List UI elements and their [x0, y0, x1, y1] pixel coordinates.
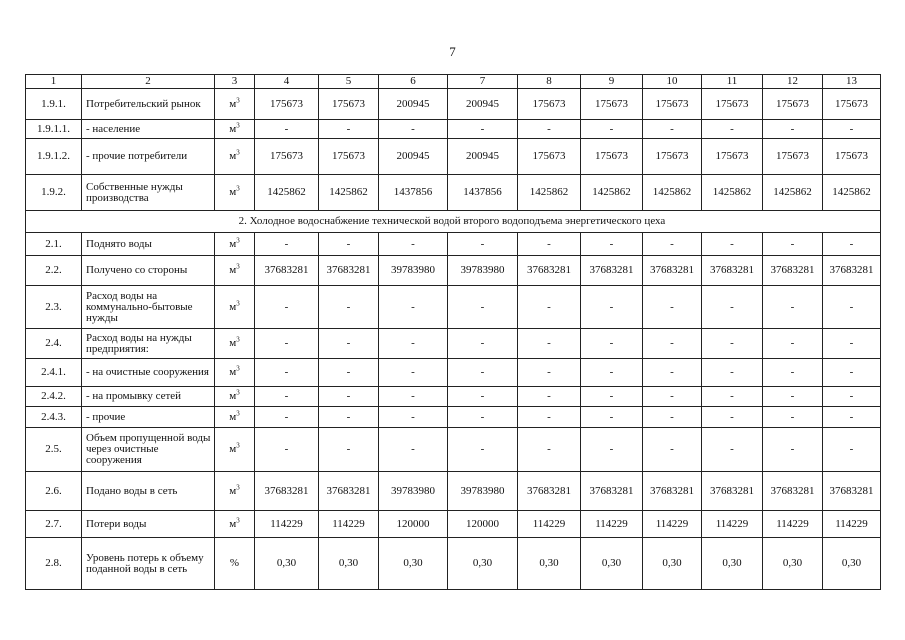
row-code: 1.9.1.2. — [26, 139, 82, 175]
row-unit: $м^3$ — [215, 329, 255, 359]
value-cell: - — [581, 286, 643, 329]
value-cell: 39783980 — [379, 256, 448, 286]
value-cell: 175673 — [518, 139, 581, 175]
value-cell: 1437856 — [448, 175, 518, 211]
row-name: Потери воды — [82, 511, 215, 538]
value-cell: 37683281 — [702, 472, 763, 511]
value-cell: - — [518, 329, 581, 359]
row-name: Уровень потерь к объему поданной воды в сеть — [82, 538, 215, 590]
row-name: Расход воды на коммунально-бытовые нужды — [82, 286, 215, 329]
header-cell: 6 — [379, 75, 448, 89]
value-cell: - — [763, 359, 823, 387]
value-cell: 175673 — [255, 89, 319, 120]
value-cell: - — [448, 387, 518, 407]
value-cell: 0,30 — [643, 538, 702, 590]
value-cell: - — [379, 407, 448, 428]
table-row — [26, 120, 881, 139]
header-cell: 12 — [763, 75, 823, 89]
value-cell: 114229 — [255, 511, 319, 538]
value-cell: - — [702, 286, 763, 329]
value-cell: - — [379, 120, 448, 139]
row-code: 2.1. — [26, 233, 82, 256]
row-unit: $м^3$ — [215, 428, 255, 472]
value-cell: - — [702, 359, 763, 387]
value-cell: - — [448, 407, 518, 428]
value-cell: 1425862 — [255, 175, 319, 211]
row-name: Объем пропущенной воды через очистные сооружения — [82, 428, 215, 472]
row-code: 1.9.1.1. — [26, 120, 82, 139]
value-cell: - — [255, 387, 319, 407]
value-cell: - — [823, 286, 881, 329]
table-row — [26, 538, 881, 590]
value-cell: - — [763, 233, 823, 256]
header-cell: 13 — [823, 75, 881, 89]
table-row — [26, 233, 881, 256]
value-cell: 175673 — [319, 139, 379, 175]
value-cell: 1425862 — [702, 175, 763, 211]
value-cell: - — [702, 329, 763, 359]
value-cell: - — [255, 359, 319, 387]
value-cell: 39783980 — [379, 472, 448, 511]
row-code: 2.4.2. — [26, 387, 82, 407]
value-cell: - — [643, 387, 702, 407]
row-unit: $м^3$ — [215, 120, 255, 139]
table-row — [26, 175, 881, 211]
value-cell: - — [581, 233, 643, 256]
table-row — [26, 511, 881, 538]
row-name: - прочие потребители — [82, 139, 215, 175]
row-unit: $м^3$ — [215, 89, 255, 120]
value-cell: - — [255, 286, 319, 329]
value-cell: - — [643, 428, 702, 472]
value-cell: - — [518, 359, 581, 387]
value-cell: - — [702, 233, 763, 256]
row-unit: $м^3$ — [215, 387, 255, 407]
value-cell: - — [379, 428, 448, 472]
value-cell: - — [448, 329, 518, 359]
value-cell: - — [379, 286, 448, 329]
value-cell: 175673 — [643, 139, 702, 175]
row-code: 2.7. — [26, 511, 82, 538]
table-body — [26, 75, 881, 590]
row-unit: $м^3$ — [215, 407, 255, 428]
header-cell: 9 — [581, 75, 643, 89]
section-row — [26, 211, 881, 233]
value-cell: 175673 — [823, 89, 881, 120]
value-cell: 0,30 — [319, 538, 379, 590]
value-cell: - — [518, 387, 581, 407]
table-row — [26, 329, 881, 359]
value-cell: 114229 — [319, 511, 379, 538]
value-cell: - — [379, 233, 448, 256]
value-cell: - — [319, 359, 379, 387]
header-cell: 4 — [255, 75, 319, 89]
header-cell: 5 — [319, 75, 379, 89]
value-cell: - — [581, 407, 643, 428]
value-cell: 37683281 — [823, 256, 881, 286]
header-cell: 1 — [26, 75, 82, 89]
row-unit: $м^3$ — [215, 472, 255, 511]
row-code: 2.5. — [26, 428, 82, 472]
row-name: Получено со стороны — [82, 256, 215, 286]
value-cell: 37683281 — [255, 472, 319, 511]
row-code: 2.4. — [26, 329, 82, 359]
value-cell: 175673 — [255, 139, 319, 175]
row-unit: $м^3$ — [215, 511, 255, 538]
header-row — [26, 75, 881, 89]
value-cell: 0,30 — [448, 538, 518, 590]
value-cell: - — [702, 120, 763, 139]
value-cell: - — [643, 233, 702, 256]
header-cell: 11 — [702, 75, 763, 89]
value-cell: 175673 — [319, 89, 379, 120]
value-cell: 37683281 — [581, 256, 643, 286]
row-name: Собственные нужды производства — [82, 175, 215, 211]
value-cell: 0,30 — [581, 538, 643, 590]
row-code: 2.3. — [26, 286, 82, 329]
value-cell: 120000 — [379, 511, 448, 538]
value-cell: 39783980 — [448, 256, 518, 286]
value-cell: 120000 — [448, 511, 518, 538]
value-cell: - — [319, 407, 379, 428]
value-cell: 114229 — [823, 511, 881, 538]
value-cell: 1437856 — [379, 175, 448, 211]
value-cell: - — [581, 428, 643, 472]
row-name: Подано воды в сеть — [82, 472, 215, 511]
value-cell: 175673 — [702, 139, 763, 175]
row-name: - прочие — [82, 407, 215, 428]
value-cell: 0,30 — [379, 538, 448, 590]
value-cell: - — [319, 120, 379, 139]
value-cell: 175673 — [763, 89, 823, 120]
value-cell: - — [702, 407, 763, 428]
row-unit: $м^3$ — [215, 175, 255, 211]
value-cell: 114229 — [518, 511, 581, 538]
value-cell: - — [518, 120, 581, 139]
value-cell: 0,30 — [702, 538, 763, 590]
value-cell: 175673 — [581, 89, 643, 120]
value-cell: 175673 — [643, 89, 702, 120]
table-row — [26, 139, 881, 175]
value-cell: 200945 — [448, 139, 518, 175]
row-unit: $м^3$ — [215, 286, 255, 329]
value-cell: - — [319, 233, 379, 256]
value-cell: 37683281 — [643, 472, 702, 511]
value-cell: 37683281 — [763, 472, 823, 511]
row-name: - население — [82, 120, 215, 139]
table-row — [26, 387, 881, 407]
page-number: 7 — [449, 44, 456, 59]
row-name: Поднято воды — [82, 233, 215, 256]
header-cell: 3 — [215, 75, 255, 89]
row-name: - на очистные сооружения — [82, 359, 215, 387]
row-name: Расход воды на нужды предприятия: — [82, 329, 215, 359]
row-unit: $м^3$ — [215, 256, 255, 286]
value-cell: 1425862 — [763, 175, 823, 211]
value-cell: - — [379, 329, 448, 359]
value-cell: 114229 — [643, 511, 702, 538]
value-cell: 200945 — [448, 89, 518, 120]
section-title: 2. Холодное водоснабжение технической водой второго водоподъема энергетического цеха — [26, 211, 881, 233]
value-cell: 175673 — [823, 139, 881, 175]
value-cell: - — [255, 329, 319, 359]
value-cell: - — [518, 233, 581, 256]
value-cell: - — [643, 329, 702, 359]
value-cell: - — [823, 233, 881, 256]
value-cell: 37683281 — [319, 256, 379, 286]
row-code: 2.6. — [26, 472, 82, 511]
value-cell: 37683281 — [319, 472, 379, 511]
value-cell: 200945 — [379, 89, 448, 120]
row-code: 2.4.3. — [26, 407, 82, 428]
row-name: Потребительский рынок — [82, 89, 215, 120]
value-cell: 37683281 — [581, 472, 643, 511]
row-code: 2.4.1. — [26, 359, 82, 387]
value-cell: - — [255, 407, 319, 428]
value-cell: - — [518, 428, 581, 472]
value-cell: - — [518, 286, 581, 329]
value-cell: - — [763, 428, 823, 472]
value-cell: - — [448, 286, 518, 329]
value-cell: 175673 — [581, 139, 643, 175]
value-cell: - — [763, 407, 823, 428]
row-code: 2.8. — [26, 538, 82, 590]
value-cell: - — [823, 329, 881, 359]
header-cell: 7 — [448, 75, 518, 89]
value-cell: - — [448, 428, 518, 472]
value-cell: 37683281 — [823, 472, 881, 511]
table-row — [26, 359, 881, 387]
value-cell: - — [763, 286, 823, 329]
value-cell: - — [763, 387, 823, 407]
value-cell: - — [319, 387, 379, 407]
value-cell: 200945 — [379, 139, 448, 175]
value-cell: 114229 — [763, 511, 823, 538]
value-cell: - — [763, 120, 823, 139]
header-cell: 2 — [82, 75, 215, 89]
value-cell: 37683281 — [702, 256, 763, 286]
value-cell: - — [643, 286, 702, 329]
row-unit: $м^3$ — [215, 233, 255, 256]
value-cell: - — [448, 120, 518, 139]
value-cell: - — [255, 120, 319, 139]
value-cell: - — [518, 407, 581, 428]
row-code: 1.9.2. — [26, 175, 82, 211]
header-cell: 10 — [643, 75, 702, 89]
row-unit: $м^3$ — [215, 359, 255, 387]
value-cell: 37683281 — [643, 256, 702, 286]
value-cell: 37683281 — [518, 472, 581, 511]
value-cell: 0,30 — [763, 538, 823, 590]
table-row — [26, 428, 881, 472]
value-cell: - — [823, 359, 881, 387]
table-row — [26, 407, 881, 428]
value-cell: 114229 — [581, 511, 643, 538]
value-cell: - — [702, 428, 763, 472]
value-cell: - — [319, 428, 379, 472]
value-cell: - — [643, 359, 702, 387]
value-cell: - — [823, 407, 881, 428]
value-cell: - — [255, 233, 319, 256]
table-row — [26, 89, 881, 120]
value-cell: - — [702, 387, 763, 407]
table-row — [26, 286, 881, 329]
value-cell: 1425862 — [581, 175, 643, 211]
table-row — [26, 256, 881, 286]
value-cell: - — [581, 120, 643, 139]
value-cell: - — [643, 120, 702, 139]
value-cell: - — [319, 286, 379, 329]
value-cell: - — [581, 329, 643, 359]
value-cell: 0,30 — [255, 538, 319, 590]
value-cell: - — [379, 387, 448, 407]
header-cell: 8 — [518, 75, 581, 89]
value-cell: - — [448, 359, 518, 387]
value-cell: - — [823, 120, 881, 139]
row-unit: % — [215, 538, 255, 590]
value-cell: 0,30 — [518, 538, 581, 590]
value-cell: 175673 — [702, 89, 763, 120]
value-cell: - — [643, 407, 702, 428]
value-cell: - — [581, 387, 643, 407]
value-cell: 175673 — [763, 139, 823, 175]
row-name: - на промывку сетей — [82, 387, 215, 407]
value-cell: 1425862 — [319, 175, 379, 211]
value-cell: - — [581, 359, 643, 387]
value-cell: - — [448, 233, 518, 256]
row-code: 1.9.1. — [26, 89, 82, 120]
value-cell: - — [319, 329, 379, 359]
value-cell: - — [763, 329, 823, 359]
value-cell: 1425862 — [643, 175, 702, 211]
value-cell: 0,30 — [823, 538, 881, 590]
value-cell: 37683281 — [518, 256, 581, 286]
table-row — [26, 472, 881, 511]
value-cell: 37683281 — [763, 256, 823, 286]
value-cell: - — [255, 428, 319, 472]
row-unit: $м^3$ — [215, 139, 255, 175]
value-cell: 114229 — [702, 511, 763, 538]
value-cell: 39783980 — [448, 472, 518, 511]
value-cell: - — [823, 428, 881, 472]
row-code: 2.2. — [26, 256, 82, 286]
value-cell: 175673 — [518, 89, 581, 120]
value-cell: 1425862 — [823, 175, 881, 211]
value-cell: 37683281 — [255, 256, 319, 286]
value-cell: - — [823, 387, 881, 407]
value-cell: - — [379, 359, 448, 387]
value-cell: 1425862 — [518, 175, 581, 211]
data-table — [25, 74, 881, 590]
